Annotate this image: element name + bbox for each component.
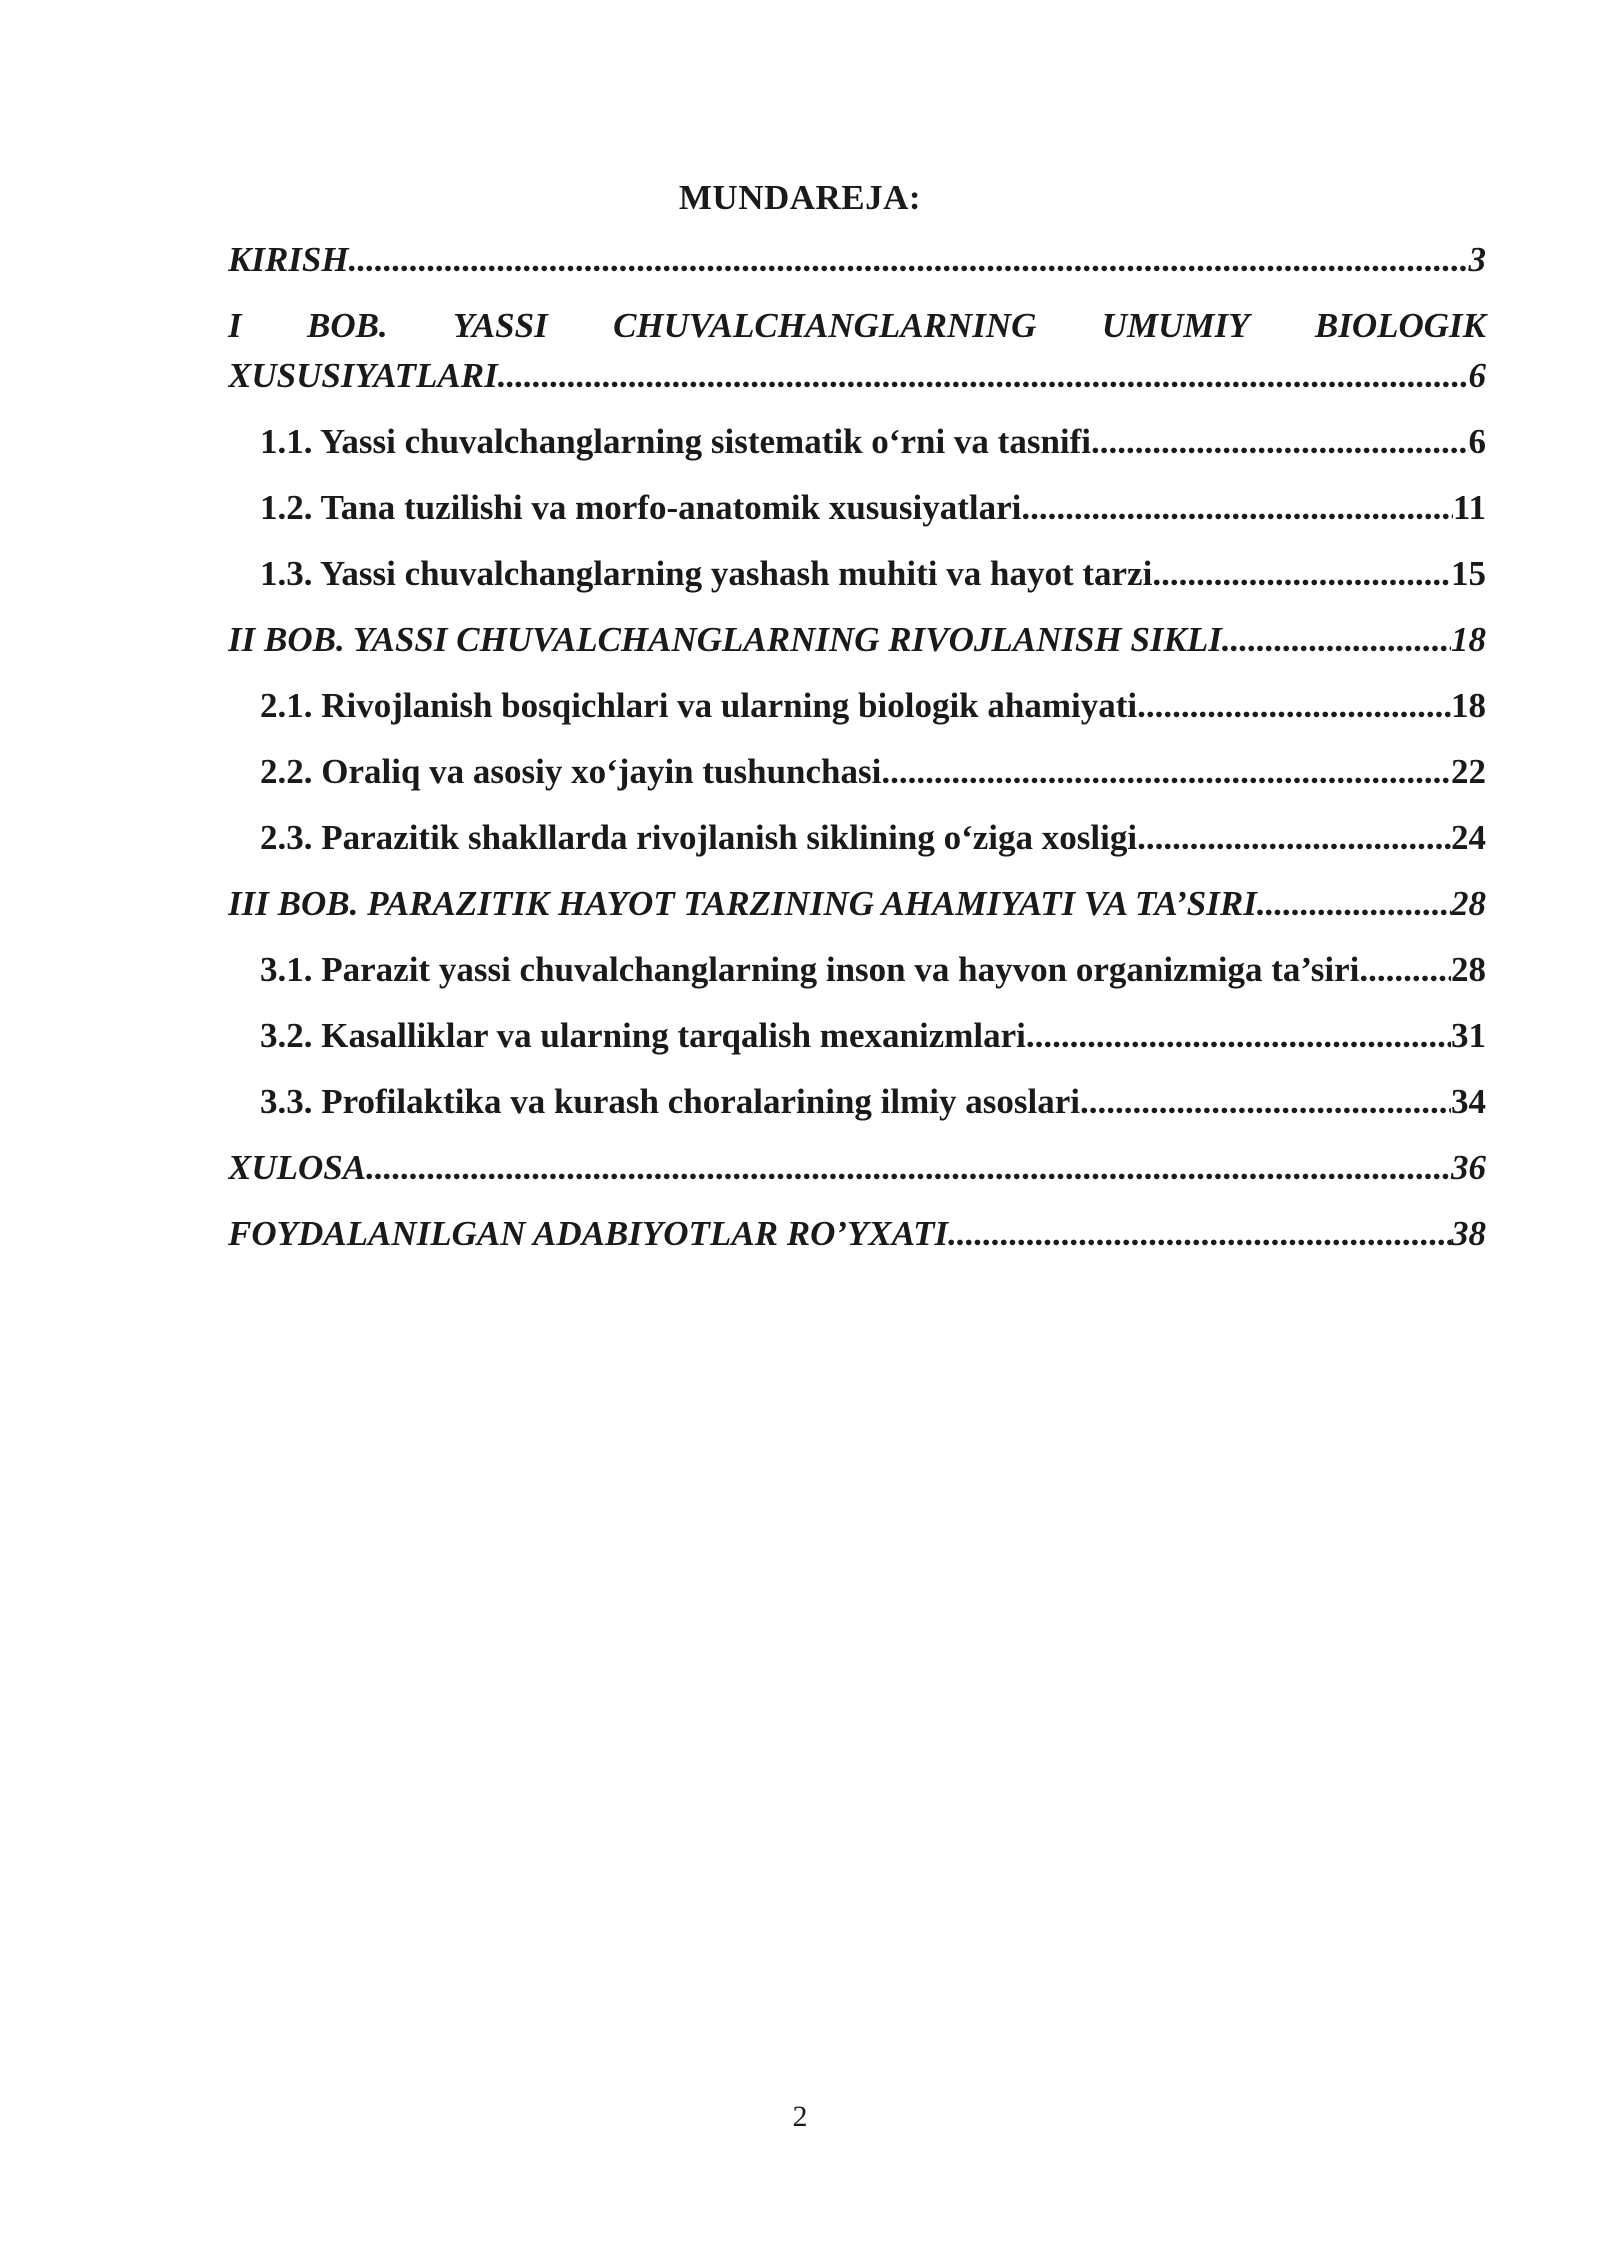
toc-leader-dots <box>881 747 1451 797</box>
toc-page-number: 6 <box>1468 422 1486 461</box>
table-of-contents <box>228 235 1486 1275</box>
toc-entry-label: 2.2. Oraliq va asosiy xo‘jayin tushunchasi <box>260 752 882 791</box>
toc-entry-label: II BOB. YASSI CHUVALCHANGLARNING RIVOJLANISH SIKLI <box>228 620 1222 659</box>
toc-page-number: 36 <box>1451 1148 1486 1187</box>
toc-page-number: 31 <box>1451 1016 1486 1055</box>
toc-word: YASSI <box>453 306 548 345</box>
toc-entry-1-1[interactable] <box>228 417 1486 467</box>
toc-leader-dots <box>948 1209 1451 1259</box>
toc-page-number: 18 <box>1451 686 1486 725</box>
toc-entry-chapter-3[interactable] <box>228 879 1486 929</box>
toc-page-number: 3 <box>1468 240 1486 279</box>
page-number: 2 <box>792 2100 808 2133</box>
toc-entry-label-line1 <box>228 301 1486 351</box>
toc-entry-chapter-2[interactable] <box>228 615 1486 665</box>
toc-entry-label: III BOB. PARAZITIK HAYOT TARZINING AHAMIYATI VA TA’SIRI <box>228 884 1257 923</box>
toc-entry-3-3[interactable] <box>228 1077 1486 1127</box>
toc-entry-2-3[interactable] <box>228 813 1486 863</box>
toc-entry-kirish[interactable] <box>228 235 1486 285</box>
toc-page-number: 6 <box>1468 356 1486 395</box>
toc-entry-label: KIRISH <box>228 240 349 279</box>
toc-entry-label: 1.2. Tana tuzilishi va morfo-anatomik xususiyatlari <box>260 488 1022 527</box>
toc-entry-label: 1.3. Yassi chuvalchanglarning yashash muhiti va hayot tarzi <box>260 554 1153 593</box>
toc-entry-1-2[interactable] <box>228 483 1486 533</box>
toc-word: CHUVALCHANGLARNING <box>613 306 1037 345</box>
toc-entry-bibliography[interactable] <box>228 1209 1486 1259</box>
toc-entry-1-3[interactable] <box>228 549 1486 599</box>
toc-entry-label: XUSUSIYATLARI <box>228 356 498 395</box>
page-title: MUNDAREJA: <box>678 178 922 217</box>
toc-leader-dots <box>1222 615 1451 665</box>
toc-leader-dots <box>366 1143 1451 1193</box>
toc-entry-2-1[interactable] <box>228 681 1486 731</box>
toc-page-number: 24 <box>1451 818 1486 857</box>
toc-leader-dots <box>1080 1077 1451 1127</box>
toc-page-number: 18 <box>1451 620 1486 659</box>
toc-entry-3-1[interactable] <box>228 945 1486 995</box>
toc-leader-dots <box>1257 879 1451 929</box>
toc-entry-xulosa[interactable] <box>228 1143 1486 1193</box>
toc-leader-dots <box>1026 1011 1451 1061</box>
toc-page-number: 38 <box>1451 1214 1486 1253</box>
toc-leader-dots <box>349 235 1469 285</box>
toc-entry-label: 3.2. Kasalliklar va ularning tarqalish mexanizmlari <box>260 1016 1026 1055</box>
toc-leader-dots <box>498 351 1469 401</box>
toc-entry-2-2[interactable] <box>228 747 1486 797</box>
toc-entry-label: 2.3. Parazitik shakllarda rivojlanish siklining o‘ziga xosligi <box>260 818 1138 857</box>
toc-entry-label: 3.1. Parazit yassi chuvalchanglarning inson va hayvon organizmiga ta’siri <box>260 950 1360 989</box>
toc-entry-3-2[interactable] <box>228 1011 1486 1061</box>
toc-word: I <box>228 306 242 345</box>
toc-page-number: 34 <box>1451 1082 1486 1121</box>
toc-page-number: 28 <box>1451 884 1486 923</box>
toc-leader-dots <box>1359 945 1451 995</box>
toc-word: UMUMIY <box>1101 306 1250 345</box>
toc-leader-dots <box>1137 813 1451 863</box>
toc-leader-dots <box>1091 417 1468 467</box>
toc-page-number: 11 <box>1452 488 1486 527</box>
toc-entry-label: 2.1. Rivojlanish bosqichlari va ularning biologik ahamiyati <box>260 686 1138 725</box>
toc-leader-dots <box>1152 549 1451 599</box>
toc-entry-label: FOYDALANILGAN ADABIYOTLAR RO’YXATI <box>228 1214 949 1253</box>
toc-entry-label-line2 <box>228 351 1486 401</box>
toc-entry-label: 3.3. Profilaktika va kurash choralarining ilmiy asoslari <box>260 1082 1080 1121</box>
toc-entry-chapter-1[interactable] <box>228 301 1486 401</box>
toc-page-number: 28 <box>1451 950 1486 989</box>
toc-page-number: 22 <box>1451 752 1486 791</box>
toc-page-number: 15 <box>1451 554 1486 593</box>
toc-word: BIOLOGIK <box>1314 306 1486 345</box>
toc-leader-dots <box>1021 483 1453 533</box>
toc-leader-dots <box>1137 681 1451 731</box>
toc-entry-label: 1.1. Yassi chuvalchanglarning sistematik o‘rni va tasnifi <box>260 422 1092 461</box>
toc-word: BOB. <box>306 306 388 345</box>
toc-entry-label: XULOSA <box>228 1148 367 1187</box>
